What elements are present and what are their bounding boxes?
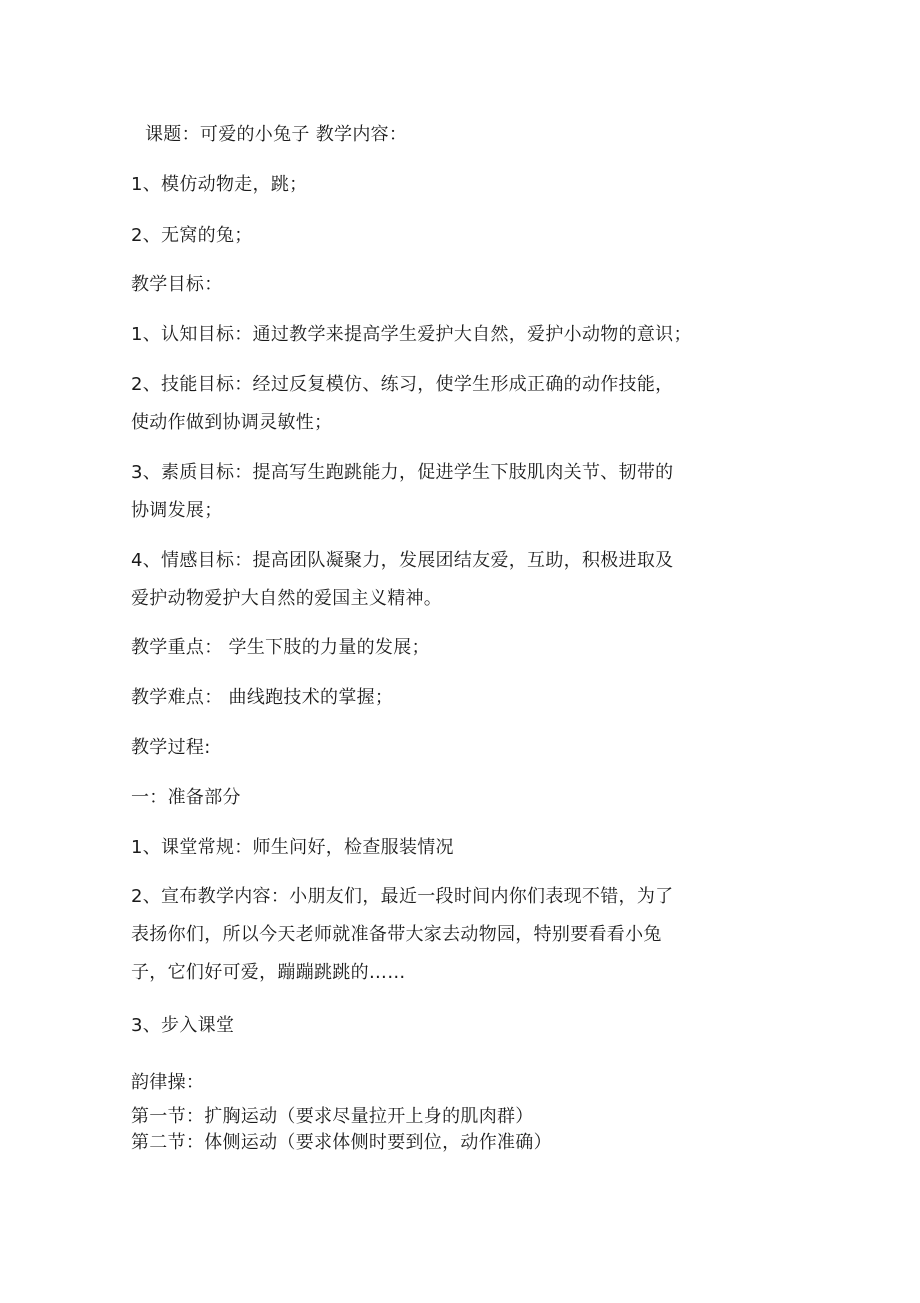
objective-skill-line-1: 2、技能目标：经过反复模仿、练习，使学生形成正确的动作技能， xyxy=(131,374,674,395)
step-1: 1、课堂常规：师生问好，检查服装情况 xyxy=(131,837,454,858)
objective-quality-line-2: 协调发展； xyxy=(131,500,223,521)
step-3: 3、步入课堂 xyxy=(131,1015,235,1036)
step-2-line-2: 表扬你们，所以今天老师就准备带大家去动物园，特别要看看小兔 xyxy=(131,924,662,945)
rhythm-exercise-heading: 韵律操： xyxy=(131,1072,205,1093)
objectives-heading: 教学目标： xyxy=(131,274,223,295)
content-item-1: 1、模仿动物走，跳； xyxy=(131,174,308,195)
content-item-2: 2、无窝的兔； xyxy=(131,225,253,246)
objective-cognitive: 1、认知目标：通过教学来提高学生爱护大自然，爱护小动物的意识； xyxy=(131,324,692,345)
step-2-line-3: 子，它们好可爱，蹦蹦跳跳的…… xyxy=(131,962,406,983)
objective-quality-line-1: 3、素质目标：提高写生跑跳能力，促进学生下肢肌肉关节、韧带的 xyxy=(131,462,674,483)
difficult-point: 教学难点： 曲线跑技术的掌握； xyxy=(131,687,394,708)
lesson-title-line: 课题：可爱的小兔子 教学内容： xyxy=(145,124,408,145)
key-point: 教学重点： 学生下肢的力量的发展； xyxy=(131,637,430,658)
part-one-heading: 一：准备部分 xyxy=(131,787,241,808)
section-2: 第二节：体侧运动（要求体侧时要到位，动作准确） xyxy=(131,1132,552,1153)
section-1: 第一节：扩胸运动（要求尽量拉开上身的肌肉群） xyxy=(131,1106,534,1127)
step-2-line-1: 2、宣布教学内容：小朋友们，最近一段时间内你们表现不错，为了 xyxy=(131,886,674,907)
objective-skill-line-2: 使动作做到协调灵敏性； xyxy=(131,412,333,433)
process-heading: 教学过程: xyxy=(131,737,211,758)
objective-emotion-line-2: 爱护动物爱护大自然的爱国主义精神。 xyxy=(131,588,443,609)
objective-emotion-line-1: 4、情感目标：提高团队凝聚力，发展团结友爱，互助，积极进取及 xyxy=(131,550,674,571)
